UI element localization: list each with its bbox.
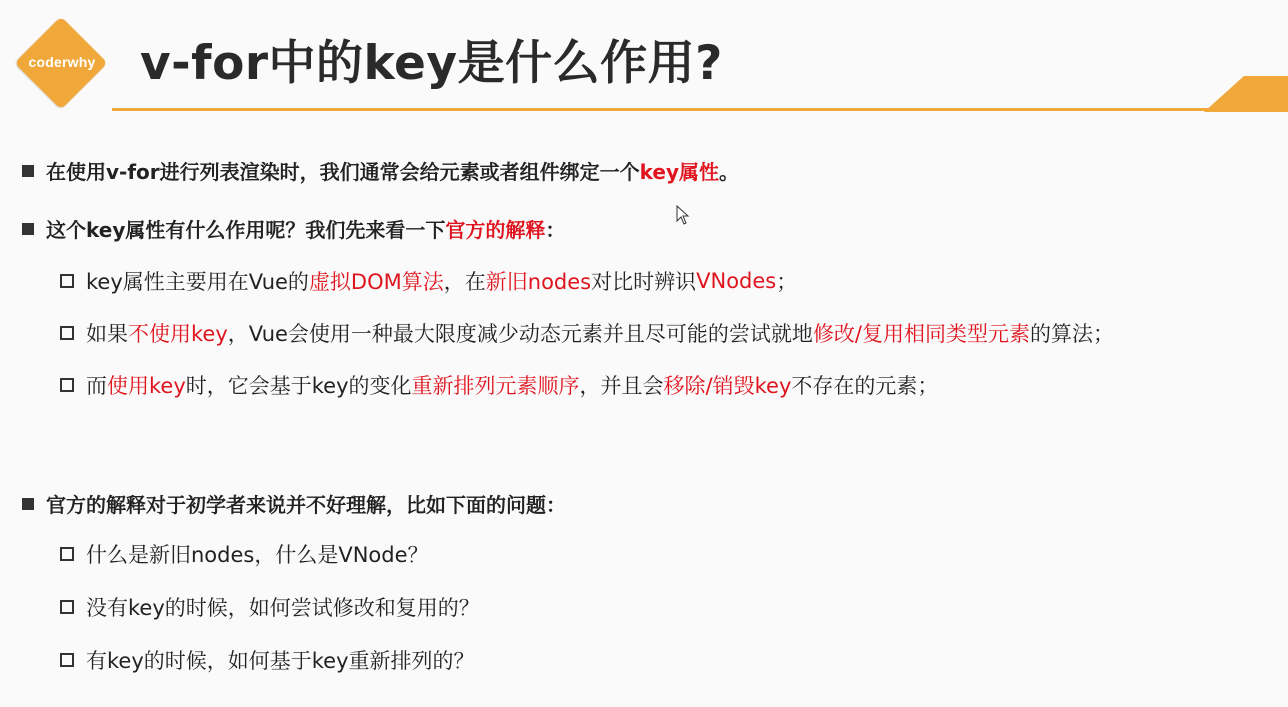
hollow-square-icon [60, 547, 74, 561]
bullet-text: 如果 [86, 322, 128, 346]
bullet-text: 的算法； [1030, 322, 1115, 346]
question-vnode [60, 539, 429, 569]
bullet-highlight: 官方的解释 [445, 218, 546, 242]
logo [16, 18, 108, 110]
question-no-key [60, 592, 480, 622]
bullet-text: 不存在的元素； [791, 374, 939, 398]
bullet-text: 而 [86, 374, 107, 398]
corner-decoration [1204, 76, 1288, 112]
question-with-key [60, 645, 475, 675]
mouse-cursor-icon [676, 205, 690, 225]
bullet-text: 在使用v-for进行列表渲染时，我们通常会给元素或者组件绑定一个 [46, 160, 640, 184]
bullet-square-icon [22, 165, 34, 177]
sub-bullet-with-key [60, 370, 938, 400]
sub-bullet-virtual-dom [60, 266, 797, 296]
bullet-highlight: 不使用key [128, 322, 228, 346]
bullet-highlight: VNodes [696, 269, 777, 293]
bullet-key-purpose [22, 214, 565, 243]
logo-text: coderwhy [28, 54, 96, 70]
bullet-highlight: 虚拟DOM算法 [308, 270, 444, 294]
bullet-text: 时，它会基于key的变化 [185, 374, 412, 398]
bullet-highlight: 移除/销毁key [663, 374, 792, 398]
bullet-highlight: 使用key [107, 374, 186, 398]
bullet-text: ，Vue会使用一种最大限度减少动态元素并且尽可能的尝试就地 [227, 322, 813, 346]
hollow-square-icon [60, 326, 74, 340]
bullet-text: 这个key属性有什么作用呢？我们先来看一下 [46, 218, 446, 242]
hollow-square-icon [60, 378, 74, 392]
bullet-text: 对比时辨识 [591, 270, 697, 294]
bullet-square-icon [22, 223, 34, 235]
bullet-hard-to-understand [22, 489, 566, 518]
bullet-text: ，并且会 [579, 374, 664, 398]
bullet-highlight: 新旧nodes [485, 270, 592, 294]
bullet-highlight: 修改/复用相同类型元素 [812, 322, 1031, 346]
bullet-text: 有key的时候，如何基于key重新排列的？ [86, 649, 475, 673]
bullet-highlight: 重新排列元素顺序 [411, 374, 580, 398]
title-underline [112, 108, 1288, 111]
bullet-text: 什么是新旧nodes，什么是VNode？ [86, 543, 429, 567]
hollow-square-icon [60, 600, 74, 614]
bullet-text: 。 [719, 160, 740, 184]
bullet-text: 没有key的时候，如何尝试修改和复用的？ [86, 596, 480, 620]
bullet-text: 官方的解释对于初学者来说并不好理解，比如下面的问题： [46, 493, 566, 517]
bullet-text: key属性主要用在Vue的 [86, 270, 309, 294]
sub-bullet-no-key [60, 318, 1114, 348]
hollow-square-icon [60, 653, 74, 667]
hollow-square-icon [60, 274, 74, 288]
bullet-text: ，在 [443, 270, 486, 294]
bullet-text: ： [545, 218, 566, 242]
bullet-text: ； [776, 270, 798, 294]
bullet-key-binding [22, 156, 739, 185]
bullet-square-icon [22, 498, 34, 510]
page-title: v-for中的key是什么作用? [140, 36, 723, 91]
bullet-highlight: key属性 [639, 160, 720, 184]
